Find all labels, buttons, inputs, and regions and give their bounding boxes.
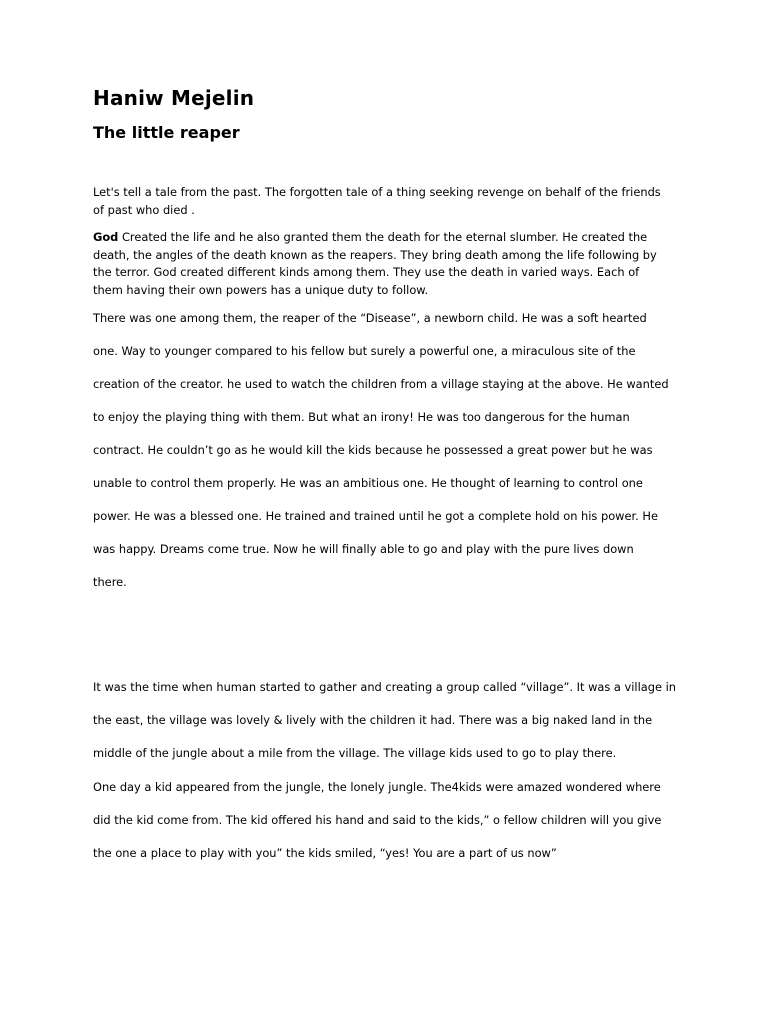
paragraph-line: It was the time when human started to gather and creating a group called “village”. It was a village in: [93, 680, 676, 694]
paragraph-line-rest: Created the life and he also granted them the death for the eternal slumber. He created the: [118, 230, 648, 244]
paragraph-line: unable to control them properly. He was an ambitious one. He thought of learning to control one: [93, 476, 643, 490]
author-heading: Haniw Mejelin: [93, 86, 255, 110]
paragraph-line: to enjoy the playing thing with them. But what an irony! He was too dangerous for the human: [93, 410, 630, 424]
paragraph-line: contract. He couldn’t go as he would kill the kids because he possessed a great power but he was: [93, 443, 653, 457]
paragraph-line: There was one among them, the reaper of the “Disease”, a newborn child. He was a soft hearted: [93, 311, 647, 325]
bold-lead-word: God: [93, 230, 119, 244]
paragraph-line: power. He was a blessed one. He trained and trained until he got a complete hold on his power. He: [93, 509, 658, 523]
paragraph-line: the east, the village was lovely & lively with the children it had. There was a big naked land in the: [93, 713, 653, 727]
paragraph-reaper: [93, 310, 683, 607]
paragraph-line: of past who died .: [93, 202, 195, 217]
paragraph-line: middle of the jungle about a mile from the village. The village kids used to go to play there.: [93, 746, 617, 760]
paragraph-line: did the kid come from. The kid offered his hand and said to the kids,” o fellow children will you give: [93, 813, 662, 827]
paragraph-line: Let's tell a tale from the past. The forgotten tale of a thing seeking revenge on behalf of the friends: [93, 185, 661, 199]
paragraph-line: was happy. Dreams come true. Now he will finally able to go and play with the pure lives down: [93, 542, 634, 556]
paragraph-village: [93, 679, 683, 778]
paragraph-kid: [93, 779, 683, 878]
paragraph-line: one. Way to younger compared to his fellow but surely a powerful one, a miraculous site of the: [93, 344, 636, 358]
paragraph-line: them having their own powers has a unique duty to follow.: [93, 282, 429, 297]
paragraph-line: creation of the creator. he used to watch the children from a village staying at the above. He wanted: [93, 377, 669, 391]
paragraph-line: the terror. God created different kinds among them. They use the death in varied ways. Each of: [93, 265, 640, 279]
paragraph-god: [93, 229, 683, 299]
paragraph-intro: [93, 184, 683, 219]
paragraph-line: there.: [93, 575, 127, 589]
paragraph-line: [93, 229, 683, 247]
paragraph-line: One day a kid appeared from the jungle, the lonely jungle. The4kids were amazed wondered where: [93, 780, 661, 794]
paragraph-line: the one a place to play with you” the kids smiled, “yes! You are a part of us now”: [93, 846, 557, 860]
paragraph-line: death, the angles of the death known as the reapers. They bring death among the life following by: [93, 247, 657, 262]
story-title: The little reaper: [93, 123, 240, 142]
